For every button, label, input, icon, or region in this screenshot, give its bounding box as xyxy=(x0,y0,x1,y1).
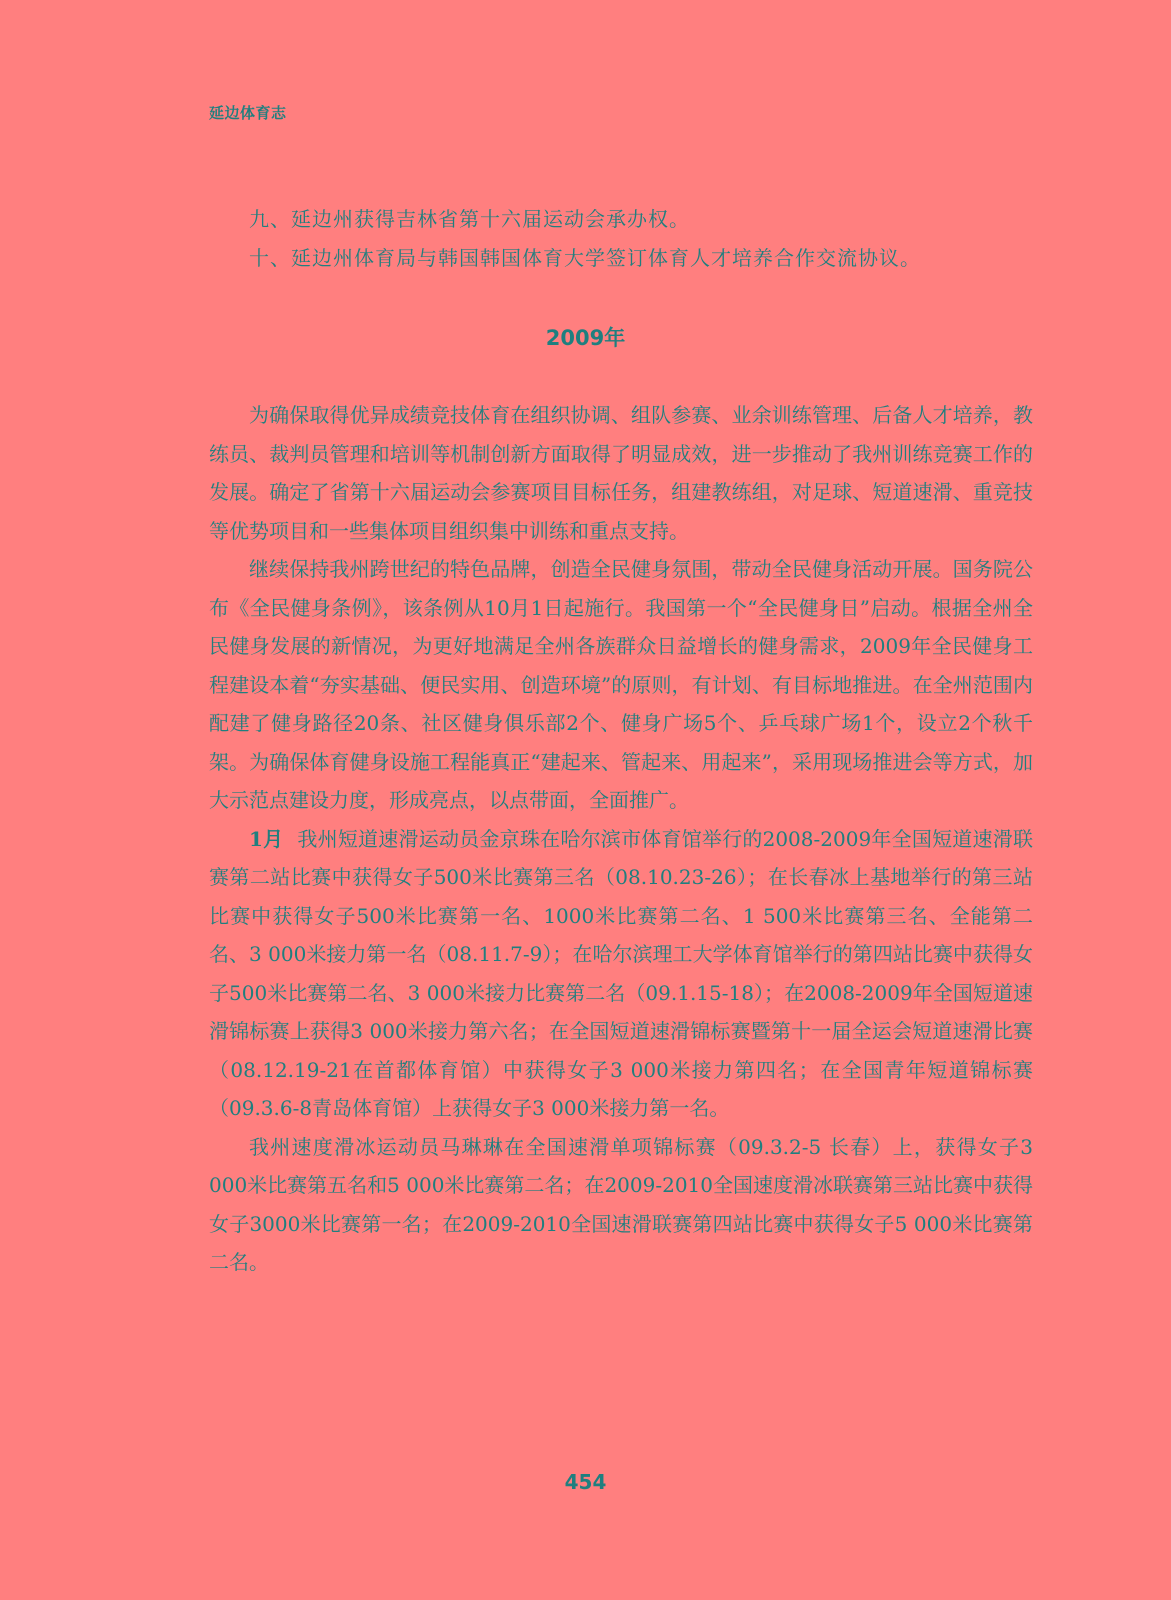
month-label: 1月 xyxy=(249,826,284,851)
paragraph-competitive-sports: 为确保取得优异成绩竞技体育在组织协调、组队参赛、业余训练管理、后备人才培养，教练员、裁判员管理和培训等机制创新方面取得了明显成效，进一步推动了我州训练竞赛工作的发展。确定了省第十六届运动会参赛项目目标任务，组建教练组，对足球、短道速滑、重竞技等优势项目和一些集体项目组织集中训练和重点支持。 xyxy=(209,403,1033,543)
paragraph-january-short-track xyxy=(209,820,1033,1128)
item-list xyxy=(209,200,1033,277)
paragraph-january-text: 我州短道速滑运动员金京珠在哈尔滨市体育馆举行的2008-2009年全国短道速滑联赛第二站比赛中获得女子500米比赛第三名（08.10.23-26）；在长春冰上基地举行的第三站比赛中获得女子500米比赛第一名、1000米比赛第二名、1 500米比赛第三名、全能第二名、3 000米接力第一名（08.11.7-9）；在哈尔滨理工大学体育馆举行的第四站比赛中获得女子500米比赛第二名、3 000米接力比赛第二名（09.1.15-18）；在2008-2009年全国短道速滑锦标赛上获得3 000米接力第六名；在全国短道速滑锦标赛暨第十一届全运会短道速滑比赛（08.12.19-21在首都体育馆）中获得女子3 000米接力第四名；在全国青年短道锦标赛（09.3.6-8青岛体育馆）上获得女子3 000米接力第一名。 xyxy=(209,826,1033,1120)
year-heading: 2009年 xyxy=(545,326,626,350)
paragraph-fitness-for-all: 继续保持我州跨世纪的特色品牌，创造全民健身氛围，带动全民健身活动开展。国务院公布《全民健身条例》，该条例从10月1日起施行。我国第一个“全民健身日”启动。根据全州全民健身发展的新情况，为更好地满足全州各族群众日益增长的健身需求，2009年全民健身工程建设本着“夯实基础、便民实用、创造环境”的原则，有计划、有目标地推进。在全州范围内配建了健身路径20条、社区健身俱乐部2个、健身广场5个、乒乓球广场1个，设立2个秋千架。为确保体育健身设施工程能真正“建起来、管起来、用起来”，采用现场推进会等方式，加大示范点建设力度，形成亮点，以点带面，全面推广。 xyxy=(209,557,1033,812)
running-head: 延边体育志 xyxy=(209,104,287,122)
page-number: 454 xyxy=(564,1470,607,1494)
paragraph-speed-skating: 我州速度滑冰运动员马琳琳在全国速滑单项锦标赛（09.3.2-5 长春）上，获得女子3 000米比赛第五名和5 000米比赛第二名；在2009-2010全国速度滑冰联赛第三站比赛中获得女子3000米比赛第一名；在2009-2010全国速滑联赛第四站比赛中获得女子5 000米比赛第二名。 xyxy=(209,1134,1033,1274)
list-item: 九、延边州获得吉林省第十六届运动会承办权。 xyxy=(249,207,690,231)
main-text xyxy=(209,396,1033,1282)
list-item: 十、延边州体育局与韩国韩国体育大学签订体育人才培养合作交流协议。 xyxy=(249,245,921,270)
